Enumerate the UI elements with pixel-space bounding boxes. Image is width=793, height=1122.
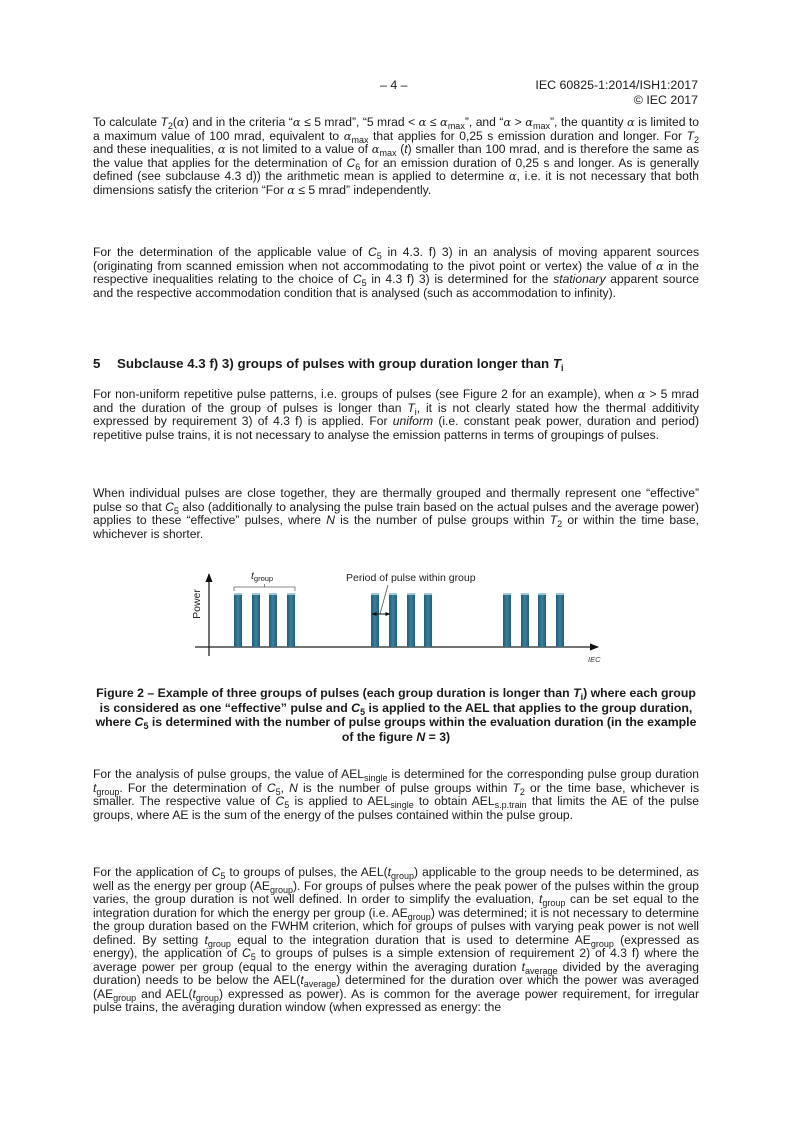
period-label: Period of pulse within group — [346, 572, 476, 584]
figure-pulse-groups — [180, 560, 620, 670]
iec-watermark: IEC — [588, 655, 601, 664]
document-header — [535, 78, 698, 108]
paragraph-non-uniform: For non-uniform repetitive pulse patterns, i.e. groups of pulses (see Figure 2 for an example), when α > 5 mrad and the duration of the group of pulses is longer than $T_i$, it is not clearly stated how the thermal additivity expressed by requirement 3) of 4.3 f) is applied. For uniform (i.e. constant peak power, duration and period) repetitive pulse trains, it is not necessary to analyse the emission patterns in terms of groupings of pulses. — [93, 387, 700, 442]
figure-caption: Figure 2 – Example of three groups of pulses (each group duration is longer than $T_i$) where each group is considered as one “effective” pulse and $C_5$ is applied to the AEL that applies to the group duration, where $C_5$ is determined with the number of pulse groups within the evaluation duration (in the example of the figure N = 3) — [95, 686, 697, 744]
section-heading: 5 Subclause 4.3 f) 3) groups of pulses with group duration longer than $T_i$ — [93, 356, 564, 373]
pulse-group-2 — [371, 593, 432, 647]
paragraph-moving-sources: For the determination of the applicable value of $C_5$ in 4.3. f) 3) in an analysis of moving apparent sources (originating from scanned emission when not accommodating to the pivot point or vertex) the value of α in the respective inequalities relating to the choice of $C_5$ in 4.3 f) 3) is determined for the stationary apparent source and the respective accommodation condition that is analysed (such as accommodation to infinity). — [93, 245, 700, 300]
paragraph-alpha-limits: To calculate $T_2(\alpha)$ and in the criteria “α ≤ 5 mrad”, “5 mrad < $\alpha \le \alpha_{max}$”, and “$\alpha > \alpha_{max}$”, the quantity α is limited to a maximum value of 100 mrad, equivalent to $\alpha_{max}$ that applies for 0,25 s emission duration and longer. For $T_2$ and these inequalities, α is not limited to a value of $\alpha_{max}$ (t) smaller than 100 mrad, and is therefore the same as the value that applies for the determination of $C_6$ for an emission duration of 0,25 s and longer. As is generally defined (see subclause 4.3 d)) the arithmetic mean is applied to determine α, i.e. it is not necessary that both dimensions satisfy the criterion “For α ≤ 5 mrad” independently. — [93, 115, 700, 197]
pulse-group-1 — [234, 593, 295, 647]
paragraph-pulse-group-analysis: For the analysis of pulse groups, the value of $AEL_{single}$ is determined for the corresponding pulse group duration $t_{group}$. For the determination of $C_5$, N is the number of pulse groups within $T_2$ or the time base, whichever is smaller. The respective value of $C_5$ is applied to $AEL_{single}$ to obtain $AEL_{s.p.train}$ that limits the AE of the pulse groups, where AE is the sum of the energy of the pulses contained within the pulse group. — [93, 767, 699, 822]
paragraph-c5-application: For the application of $C_5$ to groups of pulses, the $AEL(t_{group})$ applicable to the group needs to be determined, as well as the energy per group $(AE_{group})$. For groups of pulses where the peak power of the pulses within the group varies, the group duration is not well defined. In order to simplify the evaluation, $t_{group}$ can be set equal to the integration duration for which the energy per group (i.e. $AE_{group}$) was determined; it is not necessary to determine the group duration based on the FWHM criterion, which for groups of pulses with varying peak power is not well defined. By setting $t_{group}$ equal to the integration duration that is used to determine $AE_{group}$ (expressed as energy), the application of $C_5$ to groups of pulses is a simple extension of requirement 2) of 4.3 f) where the average power per group (equal to the energy within the averaging duration $t_{average}$ divided by the averaging duration) needs to be below the $AEL(t_{average})$ determined for the duration over which the power was averaged ($AE_{group}$ and $AEL(t_{group})$ expressed as power). As is common for the average power requirement, for irregular pulse trains, the averaging duration window (when expressed as energy: the — [93, 865, 700, 1014]
t-group-label: tgroup — [251, 570, 274, 583]
pulse-group-3 — [503, 593, 564, 647]
document-id: IEC 60825-1:2014/ISH1:2017 — [535, 78, 698, 92]
y-axis-label: Power — [191, 589, 203, 619]
copyright: © IEC 2017 — [633, 93, 698, 107]
pulse-groups-chart — [180, 560, 620, 670]
page-number: – 4 – — [380, 78, 408, 92]
section-number: 5 — [93, 356, 101, 371]
paragraph-effective-pulse: When individual pulses are close together, they are thermally grouped and thermally represent one “effective” pulse so that $C_5$ also (additionally to analysing the pulse train based on the actual pulses and the average power) applies to these “effective” pulses, where N is the number of pulse groups within $T_2$ or within the time base, whichever is shorter. — [93, 486, 699, 541]
